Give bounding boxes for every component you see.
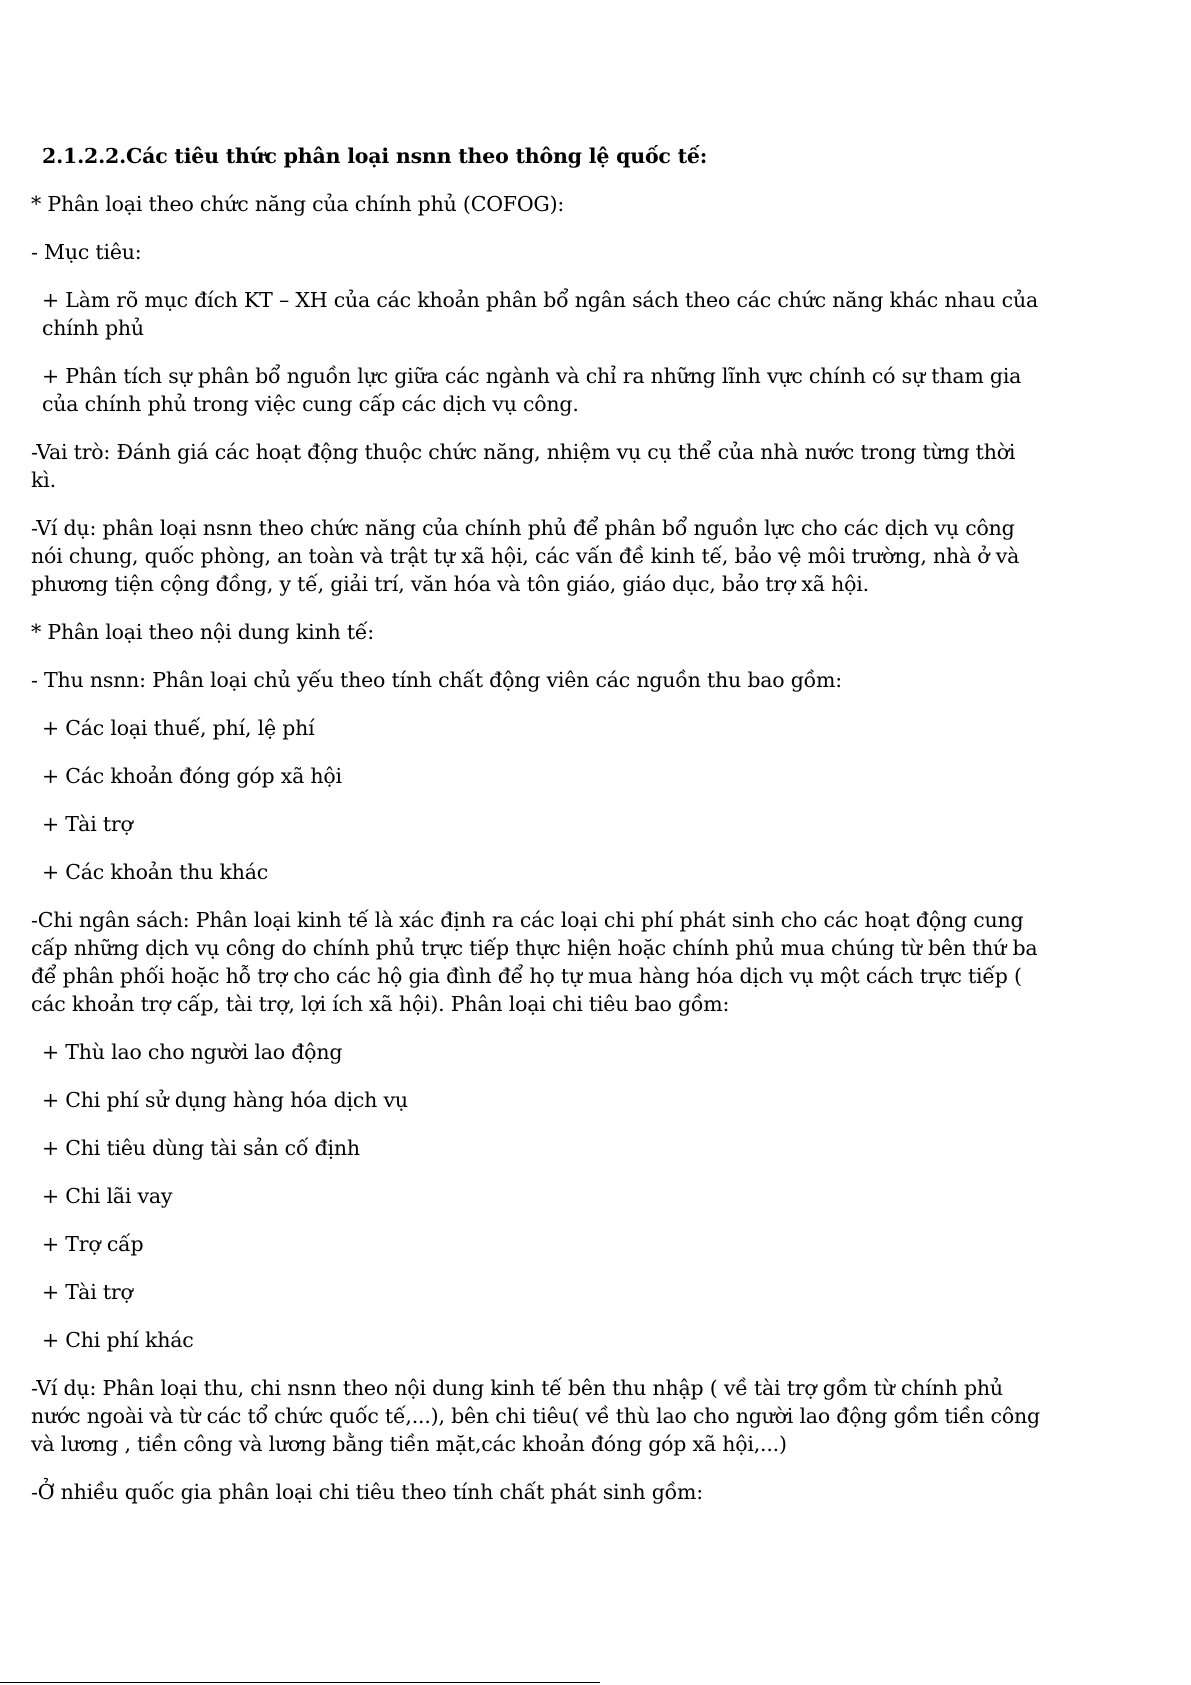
paragraph-expenditure: -Chi ngân sách: Phân loại kinh tế là xác định ra các loại chi phí phát sinh cho các hoạt động cung cấp những dịch vụ công do chính phủ trực tiếp thực hiện hoặc chính phủ mua chúng từ bên thứ ba để phân phối hoặc hỗ trợ cho các hộ gia đình để họ tự mua hàng hóa dịch vụ một cách trực tiếp ( các khoản trợ cấp, tài trợ, lợi ích xã hội). Phân loại chi tiêu bao gồm: [31,908,1038,1016]
paragraph-cofog-title: * Phân loại theo chức năng của chính phủ (COFOG): [31,192,565,216]
paragraph-revenue: - Thu nsnn: Phân loại chủ yếu theo tính chất động viên các nguồn thu bao gồm: [31,668,842,692]
section-heading: 2.1.2.2.Các tiêu thức phân loại nsnn theo thông lệ quốc tế: [42,144,708,168]
paragraph-multi-country: -Ở nhiều quốc gia phân loại chi tiêu theo tính chất phát sinh gồm: [31,1480,703,1504]
paragraph-example-economic: -Ví dụ: Phân loại thu, chi nsnn theo nội dung kinh tế bên thu nhập ( về tài trợ gồm từ chính phủ nước ngoài và từ các tổ chức quốc tế,...), bên chi tiêu( về thù lao cho người lao động gồm tiền công và lương , tiền công và lương bằng tiền mặt,các khoản đóng góp xã hội,...) [31,1376,1040,1456]
list-item-expenditure-1: + Thù lao cho người lao động [42,1040,343,1064]
list-item-revenue-1: + Các loại thuế, phí, lệ phí [42,716,315,740]
paragraph-objective-2: + Phân tích sự phân bổ nguồn lực giữa các ngành và chỉ ra những lĩnh vực chính có sự tham gia của chính phủ trong việc cung cấp các dịch vụ công. [42,364,1022,416]
list-item-expenditure-4: + Chi lãi vay [42,1184,173,1208]
list-item-expenditure-2: + Chi phí sử dụng hàng hóa dịch vụ [42,1088,408,1112]
paragraph-role: -Vai trò: Đánh giá các hoạt động thuộc chức năng, nhiệm vụ cụ thể của nhà nước trong từng thời kì. [31,440,1016,492]
list-item-expenditure-6: + Tài trợ [42,1280,133,1304]
document-body [31,142,1041,1526]
list-item-expenditure-5: + Trợ cấp [42,1232,144,1256]
page-bottom-rule [0,1682,600,1683]
list-item-revenue-4: + Các khoản thu khác [42,860,268,884]
paragraph-economic-title: * Phân loại theo nội dung kinh tế: [31,620,374,644]
list-item-revenue-2: + Các khoản đóng góp xã hội [42,764,342,788]
paragraph-example-cofog: -Ví dụ: phân loại nsnn theo chức năng của chính phủ để phân bổ nguồn lực cho các dịch vụ công nói chung, quốc phòng, an toàn và trật tự xã hội, các vấn đề kinh tế, bảo vệ môi trường, nhà ở và phương tiện cộng đồng, y tế, giải trí, văn hóa và tôn giáo, giáo dục, bảo trợ xã hội. [31,516,1020,596]
paragraph-objective: - Mục tiêu: [31,240,142,264]
list-item-expenditure-3: + Chi tiêu dùng tài sản cố định [42,1136,360,1160]
paragraph-objective-1: + Làm rõ mục đích KT – XH của các khoản phân bổ ngân sách theo các chức năng khác nhau của chính phủ [42,288,1038,340]
list-item-expenditure-7: + Chi phí khác [42,1328,194,1352]
list-item-revenue-3: + Tài trợ [42,812,133,836]
